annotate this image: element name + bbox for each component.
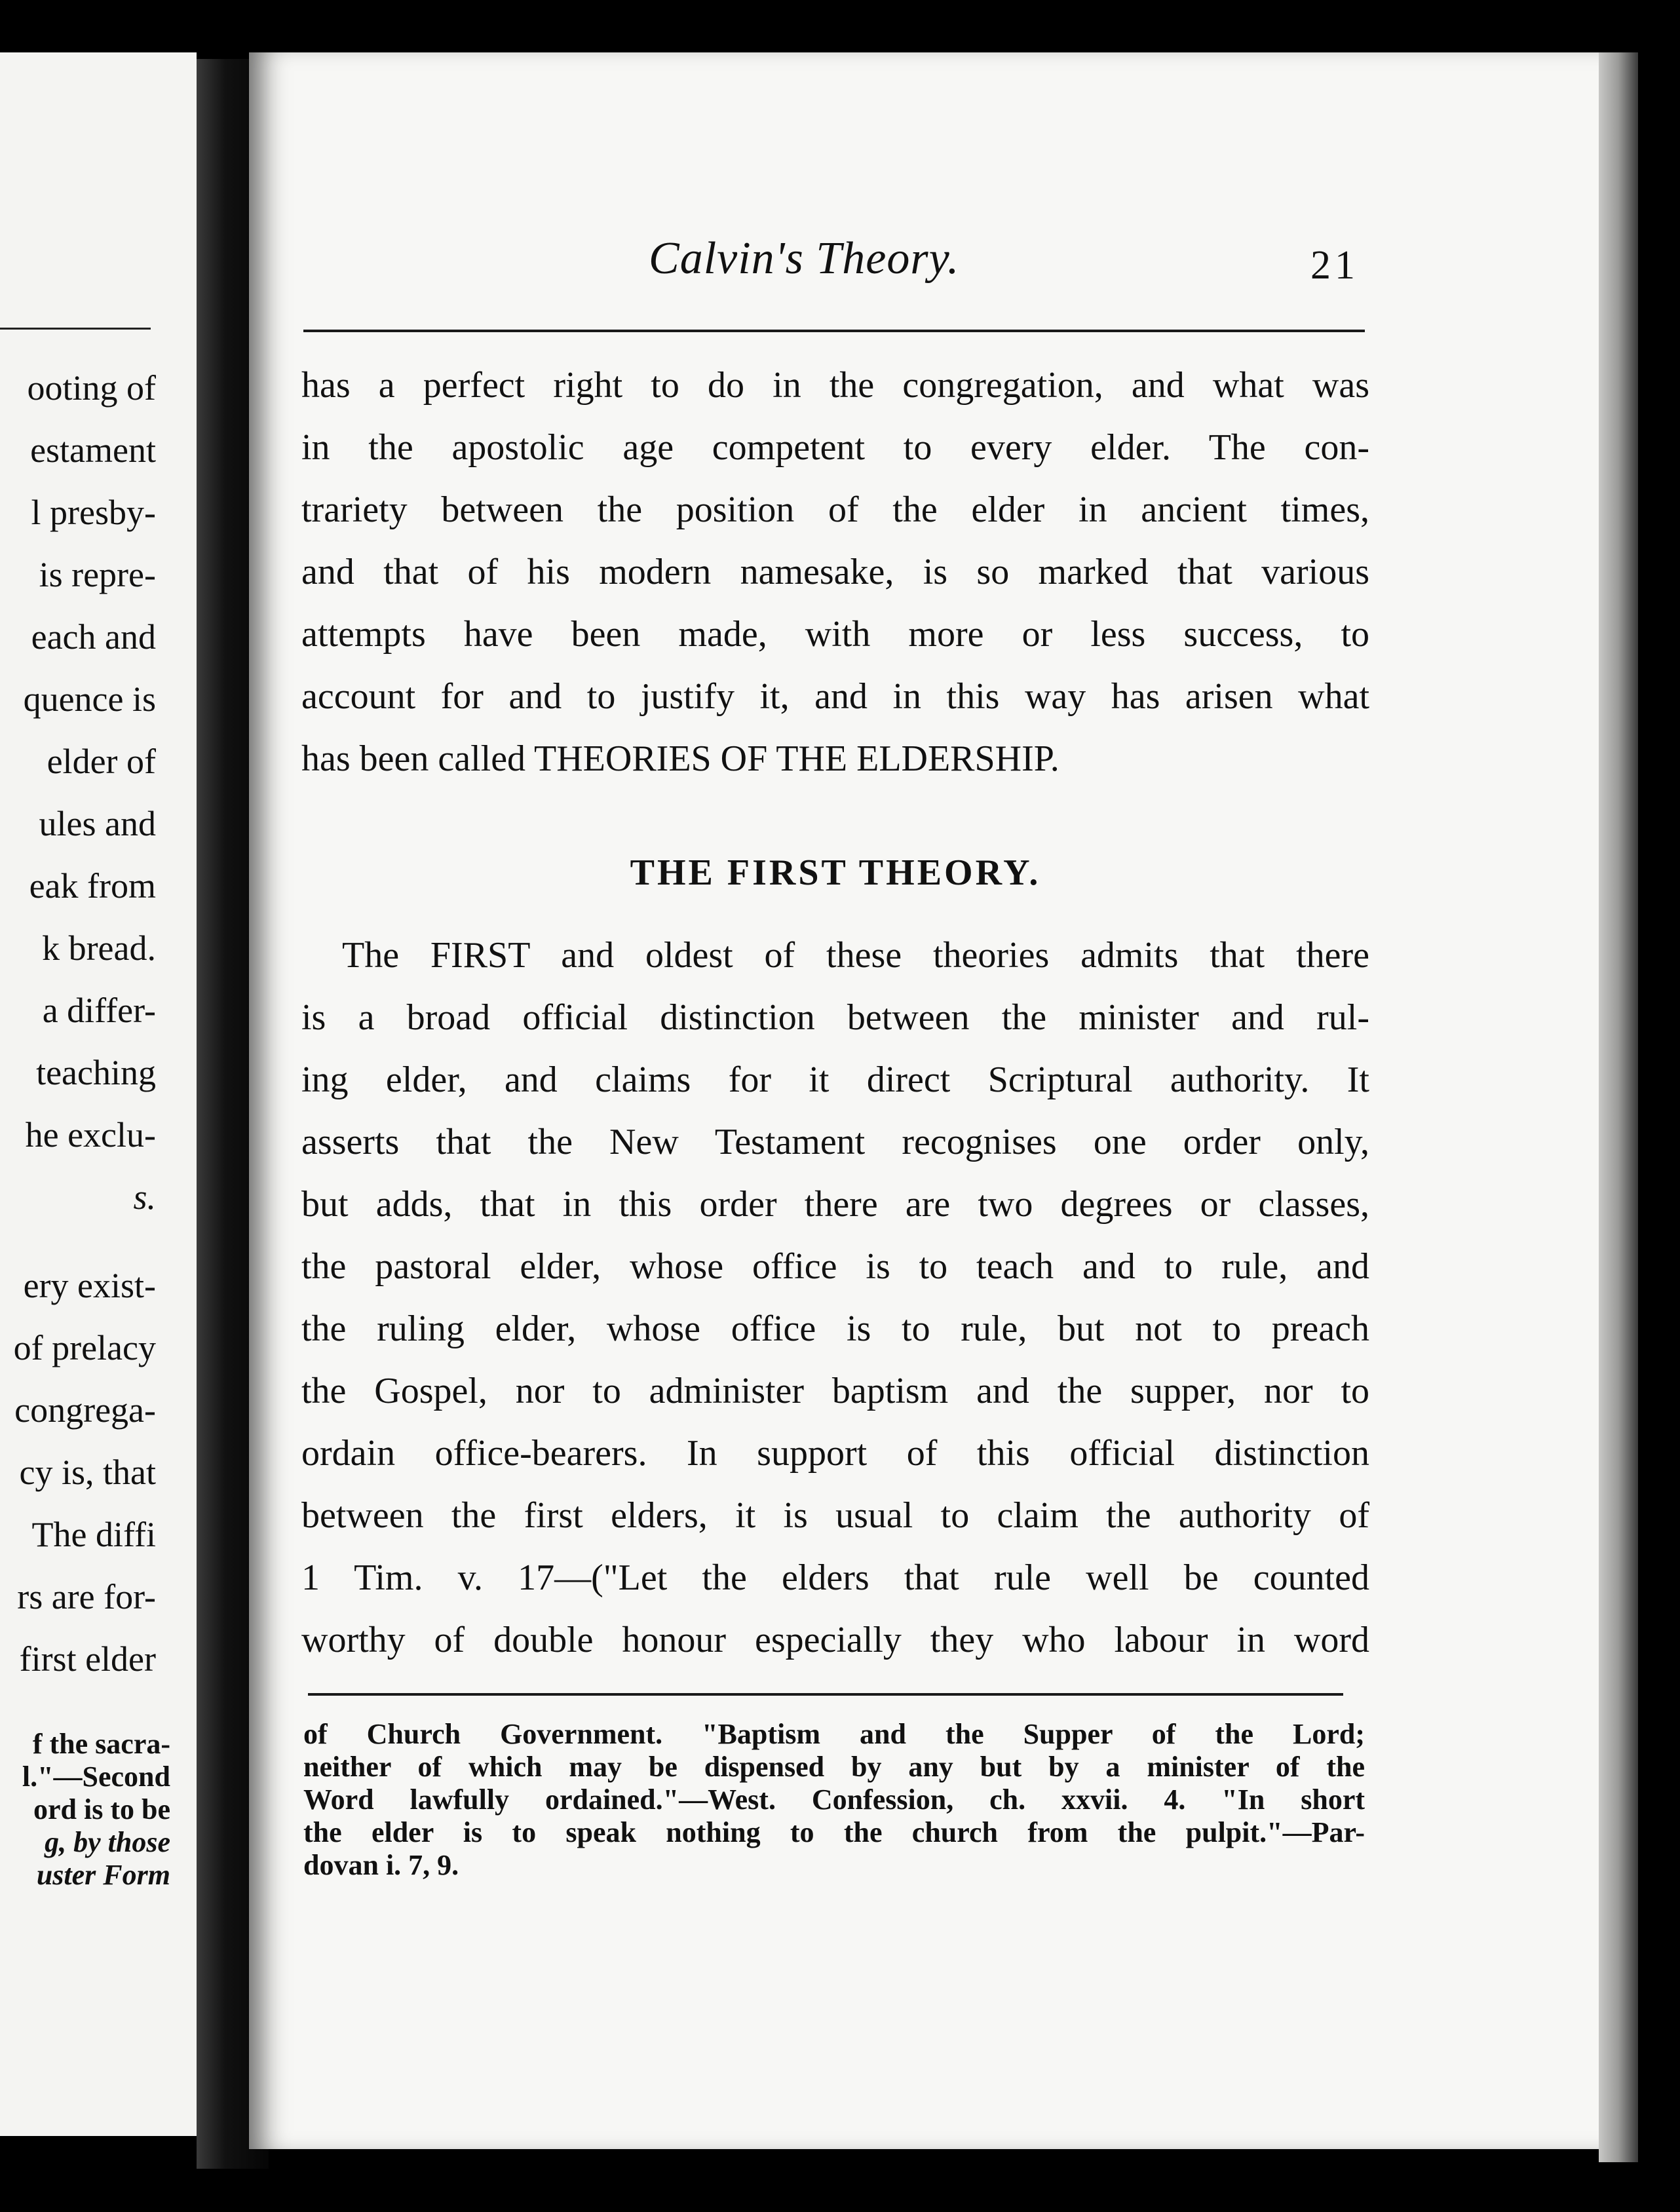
left-note-line: uster Form xyxy=(36,1859,170,1891)
running-header-title: Calvin's Theory. xyxy=(649,233,960,284)
text-line: The FIRST and oldest of these theories admits that there xyxy=(342,935,1369,976)
left-line: estament xyxy=(30,430,156,470)
text-line: between the first elders, it is usual to claim the authority of xyxy=(301,1495,1369,1536)
text-line: the pastoral elder, whose office is to teach and to rule, and xyxy=(301,1246,1369,1287)
left-line: teaching xyxy=(36,1053,156,1092)
left-line: of prelacy xyxy=(13,1328,156,1367)
left-line: eak from xyxy=(29,866,156,906)
footnote-line: the elder is to speak nothing to the church from the pulpit."—Par- xyxy=(303,1816,1365,1848)
left-page-fragment xyxy=(0,52,197,2136)
text-line: trariety between the position of the elder in ancient times, xyxy=(301,489,1369,530)
text-line: ing elder, and claims for it direct Scriptural authority. It xyxy=(301,1059,1369,1100)
section-heading: THE FIRST THEORY. xyxy=(630,852,1041,893)
left-line: is repre- xyxy=(39,555,156,594)
left-note-line: f the sacra- xyxy=(32,1728,170,1760)
footnote-line: neither of which may be dispensed by any but by a minister of the xyxy=(303,1751,1365,1783)
text-line: asserts that the New Testament recognises one order only, xyxy=(301,1122,1369,1162)
text-line: but adds, that in this order there are two degrees or classes, xyxy=(301,1184,1369,1225)
text-line: the ruling elder, whose office is to rule, but not to preach xyxy=(301,1308,1369,1349)
text-line: has a perfect right to do in the congregation, and what was xyxy=(301,365,1369,406)
left-line: ules and xyxy=(39,804,156,843)
left-line: a differ- xyxy=(42,991,156,1030)
left-line: ooting of xyxy=(27,368,156,408)
text-line: ordain office-bearers. In support of this official distinction xyxy=(301,1433,1369,1474)
text-line: and that of his modern namesake, is so marked that various xyxy=(301,552,1369,592)
left-line: each and xyxy=(31,617,156,657)
header-rule xyxy=(303,330,1365,332)
page-edge xyxy=(1599,52,1638,2162)
text-line: account for and to justify it, and in this way has arisen what xyxy=(301,676,1369,717)
footnote-line: of Church Government. "Baptism and the Supper of the Lord; xyxy=(303,1718,1365,1750)
left-line: rs are for- xyxy=(17,1577,156,1616)
text-line: 1 Tim. v. 17—("Let the elders that rule well be counted xyxy=(301,1557,1369,1598)
text-line: the Gospel, nor to administer baptism and the supper, nor to xyxy=(301,1371,1369,1411)
footnote-rule xyxy=(308,1693,1343,1696)
left-line: s. xyxy=(133,1177,156,1217)
left-line: quence is xyxy=(23,679,156,719)
text-line: in the apostolic age competent to every elder. The con- xyxy=(301,427,1369,468)
left-note-line: l."—Second xyxy=(22,1761,170,1793)
left-line: cy is, that xyxy=(19,1453,156,1492)
left-line: elder of xyxy=(47,742,156,781)
footnote-line: dovan i. 7, 9. xyxy=(303,1849,459,1881)
left-line: The diffi xyxy=(31,1515,156,1554)
left-line: he exclu- xyxy=(25,1115,156,1154)
left-line: ery exist- xyxy=(23,1266,156,1305)
left-line: l presby- xyxy=(31,493,156,532)
left-header-rule xyxy=(0,328,151,330)
text-line: worthy of double honour especially they who labour in word xyxy=(301,1620,1369,1660)
text-line: has been called THEORIES OF THE ELDERSHIP. xyxy=(301,738,1060,779)
left-note-line: g, by those xyxy=(45,1826,170,1858)
footnote-line: Word lawfully ordained."—West. Confession, ch. xxvii. 4. "In short xyxy=(303,1783,1365,1816)
left-line: k bread. xyxy=(42,928,156,968)
text-line: is a broad official distinction between the minister and rul- xyxy=(301,997,1369,1038)
left-line: first elder xyxy=(19,1639,156,1679)
left-note-line: ord is to be xyxy=(33,1793,170,1825)
text-line: attempts have been made, with more or less success, to xyxy=(301,614,1369,655)
left-line: congrega- xyxy=(14,1390,156,1430)
page-number: 21 xyxy=(1310,243,1359,288)
